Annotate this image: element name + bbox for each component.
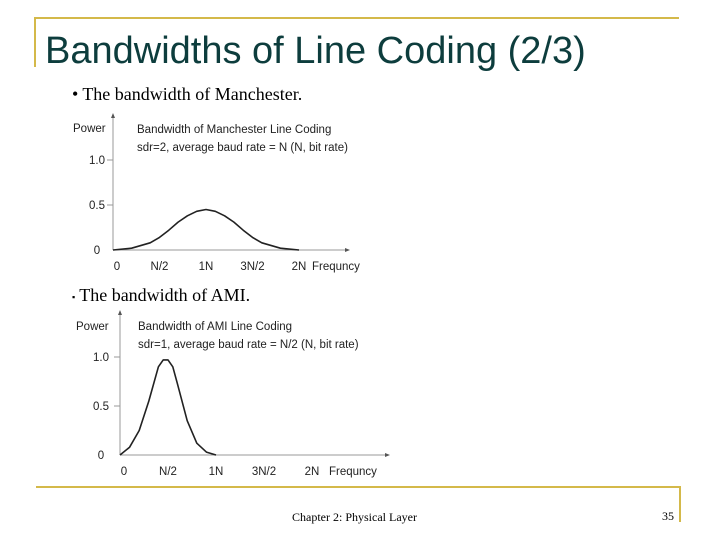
- series-line: [120, 360, 216, 455]
- y-axis-label: Power: [73, 123, 106, 135]
- bottom-accent-line: [36, 486, 681, 488]
- x-axis-arrow: [385, 453, 390, 457]
- x-tick-label: 3N/2: [240, 261, 265, 273]
- x-tick-label: N/2: [150, 261, 169, 273]
- footer-page-number: 35: [662, 509, 674, 523]
- y-axis-arrow: [118, 310, 122, 315]
- y-tick-label: 0.5: [89, 200, 105, 212]
- footer-chapter: Chapter 2: Physical Layer: [292, 510, 417, 524]
- x-tick-label: 0: [113, 261, 121, 273]
- bullet-manchester-text: The bandwidth of Manchester.: [82, 84, 303, 104]
- x-tick-label: 1N: [198, 261, 214, 273]
- x-axis-label: Frequncy: [329, 466, 377, 478]
- x-tick-label: 2N: [291, 261, 307, 273]
- series-line: [113, 210, 299, 251]
- chart-title: Bandwidth of Manchester Line Coding: [137, 124, 332, 136]
- x-tick-label: 1N: [208, 466, 224, 478]
- chart-title: Bandwidth of AMI Line Coding: [138, 321, 293, 333]
- x-axis-label: Frequncy: [312, 261, 360, 273]
- bullet-ami-text: The bandwidth of AMI.: [79, 285, 251, 305]
- x-tick-label: N/2: [159, 466, 177, 478]
- bottom-right-accent-line: [679, 486, 681, 522]
- y-axis-label: Power: [76, 321, 109, 333]
- x-tick-label: 0: [120, 466, 128, 478]
- y-tick-label: 0: [93, 245, 101, 257]
- bullet-marker: •: [72, 84, 79, 104]
- chart-subtitle: sdr=2, average baud rate = N (N, bit rate): [137, 142, 348, 154]
- bullet-marker: ▪: [72, 291, 76, 302]
- x-tick-label: 2N: [304, 466, 320, 478]
- x-tick-label: 3N/2: [251, 466, 277, 478]
- y-axis-arrow: [111, 113, 115, 118]
- slide-title: Bandwidths of Line Coding (2/3): [45, 30, 586, 72]
- y-tick-label: 1.0: [89, 155, 105, 167]
- x-axis-arrow: [345, 248, 350, 252]
- chart-subtitle: sdr=1, average baud rate = N/2 (N, bit rate): [138, 339, 359, 351]
- y-tick-label: 0: [97, 450, 105, 462]
- y-tick-label: 1.0: [93, 352, 109, 364]
- y-tick-label: 0.5: [93, 401, 109, 413]
